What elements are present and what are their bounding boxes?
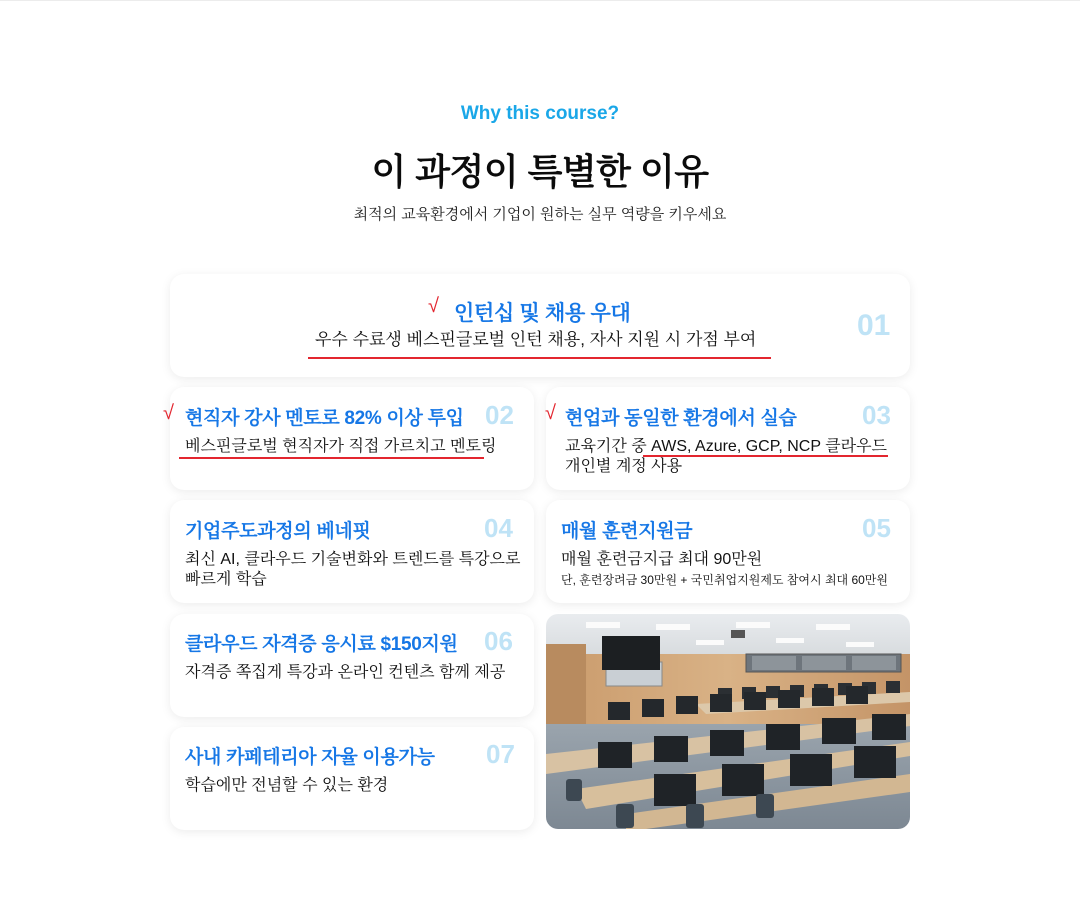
card-title: 기업주도과정의 베네핏 xyxy=(185,521,371,542)
card-description-line2: 빠르게 학습 xyxy=(185,571,267,588)
card-number: 05 xyxy=(862,513,891,543)
card-description: 우수 수료생 베스핀글로벌 인턴 채용, 자사 지원 시 가점 부여 xyxy=(315,330,757,349)
card-description-prefix: 교육기간 중 xyxy=(565,438,652,455)
card-description-line2: 개인별 계정 사용 xyxy=(565,458,683,475)
card-title: 인턴십 및 채용 우대 xyxy=(454,302,631,325)
card-footnote: 단, 훈련장려금 30만원 + 국민취업지원제도 참여시 최대 60만원 xyxy=(561,573,888,587)
card-number: 07 xyxy=(486,739,515,769)
card-number: 03 xyxy=(862,400,891,430)
card-description-highlight: AWS, Azure, GCP, NCP 클라우드 xyxy=(651,438,887,455)
card-number: 02 xyxy=(485,400,514,430)
section-title: 이 과정이 특별한 이유 xyxy=(371,151,709,192)
card-title: 매월 훈련지원금 xyxy=(561,521,693,542)
section-eyebrow: Why this course? xyxy=(460,103,620,124)
card-description: 학습에만 전념할 수 있는 환경 xyxy=(185,777,389,794)
card-description: 최신 AI, 클라우드 기술변화와 트렌드를 특강으로 xyxy=(185,551,521,568)
card-description: 자격증 쪽집게 특강과 온라인 컨텐츠 함께 제공 xyxy=(185,664,506,681)
card-title: 현직자 강사 멘토로 82% 이상 투입 xyxy=(185,408,464,429)
highlight-underline xyxy=(308,357,771,359)
section-subtitle: 최적의 교육환경에서 기업이 원하는 실무 역량을 키우세요 xyxy=(353,206,727,223)
check-mark-icon: √ xyxy=(545,402,556,424)
check-mark-icon: √ xyxy=(428,295,439,317)
highlight-underline xyxy=(179,457,484,459)
classroom-photo xyxy=(546,614,910,829)
benefit-card-01 xyxy=(170,274,910,377)
card-number: 06 xyxy=(484,626,513,656)
check-mark-icon: √ xyxy=(163,402,174,424)
card-number: 04 xyxy=(484,513,513,543)
card-number: 01 xyxy=(857,309,891,342)
top-divider xyxy=(0,0,1080,1)
card-description: 매월 훈련금지급 최대 90만원 xyxy=(561,551,763,568)
card-description xyxy=(565,436,887,457)
card-title: 클라우드 자격증 응시료 $150지원 xyxy=(185,634,458,655)
card-title: 현업과 동일한 환경에서 실습 xyxy=(565,408,797,429)
card-description: 베스핀글로벌 현직자가 직접 가르치고 멘토링 xyxy=(185,438,497,455)
card-title: 사내 카페테리아 자율 이용가능 xyxy=(185,747,435,768)
